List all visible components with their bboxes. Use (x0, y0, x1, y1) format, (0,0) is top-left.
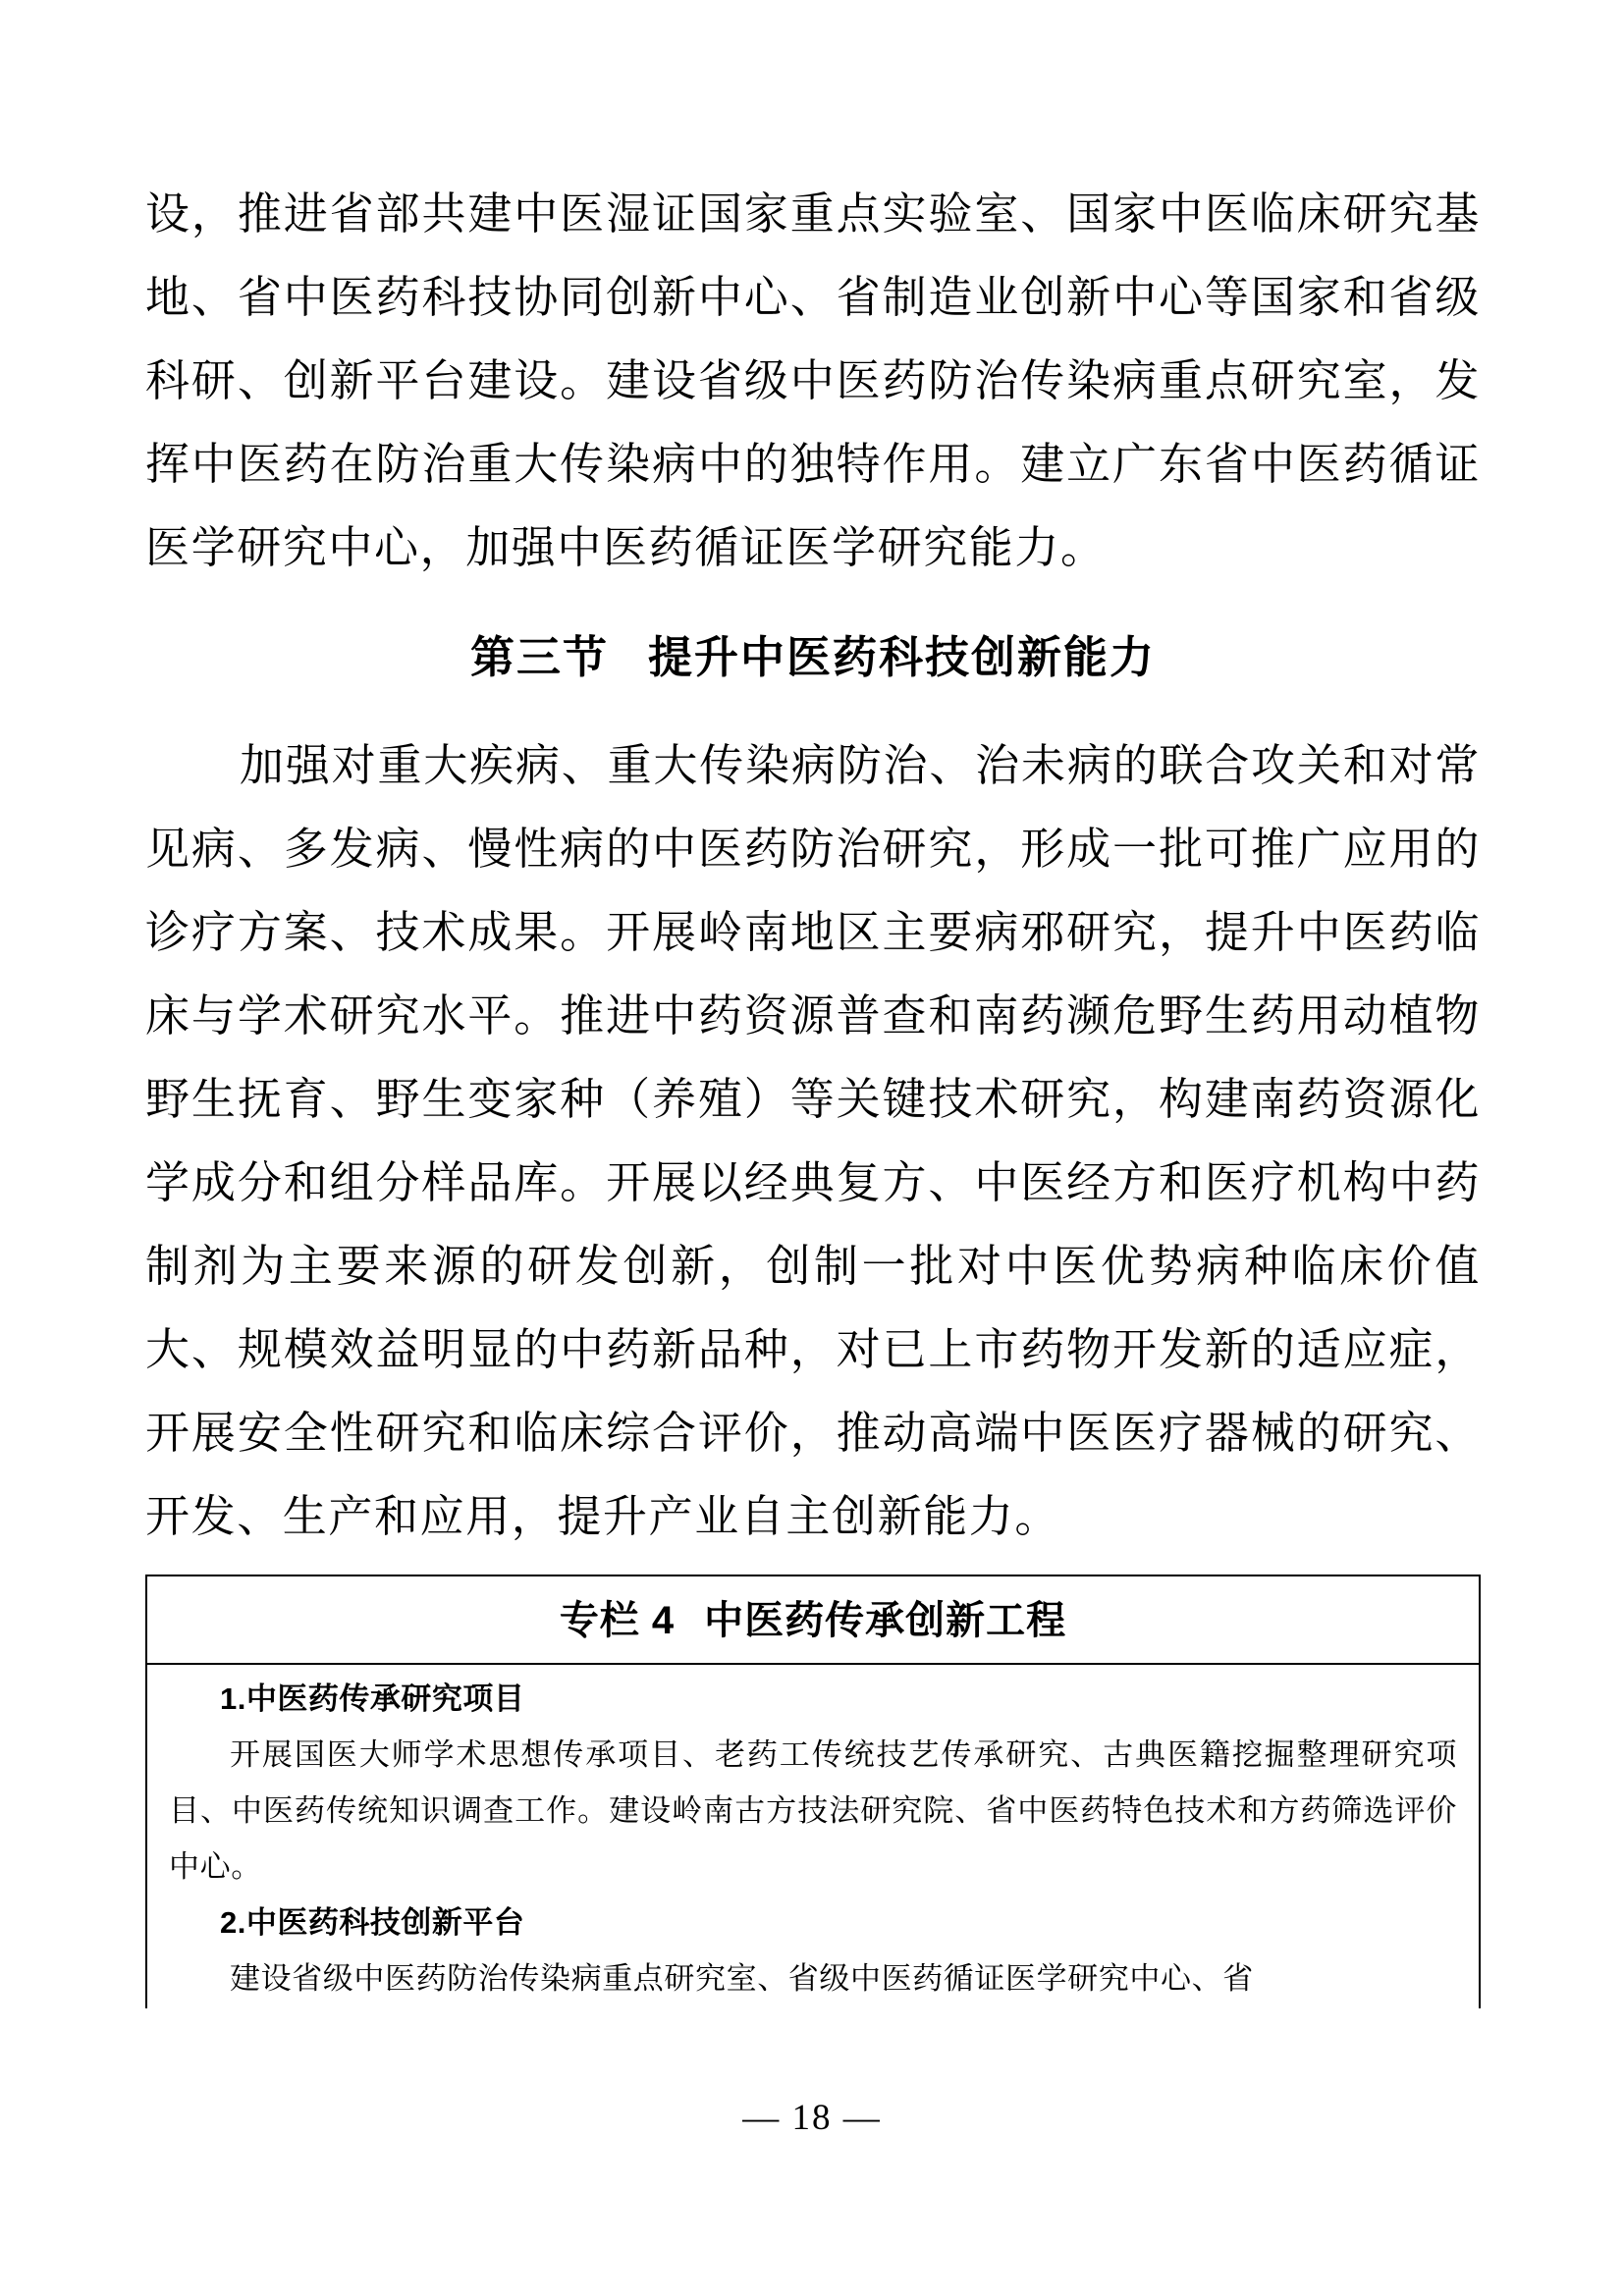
callout-title-label: 专栏 4 (559, 1599, 676, 1642)
callout-box (145, 1575, 1481, 2008)
callout-item-2-heading: 2.中医药科技创新平台 (220, 1905, 525, 1940)
callout-title-name: 中医药传承创新工程 (704, 1599, 1067, 1642)
section-heading-title: 提升中医药科技创新能力 (648, 632, 1157, 682)
section-heading-number: 第三节 (469, 632, 609, 682)
callout-item-2-text: 建设省级中医药防治传染病重点研究室、省级中医药循证医学研究中心、省 (230, 1961, 1254, 1996)
callout-item-1-text: 开展国医大师学术思想传承项目、老药工传统技艺传承研究、古典医籍挖掘整理研究项目、中医药传统知识调查工作。建设岭南古方技法研究院、省中医药特色技术和方药筛选评价中心。 (169, 1737, 1457, 1884)
body-paragraph-2: 加强对重大疾病、重大传染病防治、治未病的联合攻关和对常见病、多发病、慢性病的中医药防治研究，形成一批可推广应用的诊疗方案、技术成果。开展岭南地区主要病邪研究，提升中医药临床与学术研究水平。推进中药资源普查和南药濒危野生药用动植物野生抚育、野生变家种（养殖）等关键技术研究，构建南药资源化学成分和组分样品库。开展以经典复方、中医经方和医疗机构中药制剂为主要来源的研发创新，创制一批对中医优势病种临床价值大、规模效益明显的中药新品种，对已上市药物开发新的适应症，开展安全性研究和临床综合评价，推动高端中医医疗器械的研究、开发、生产和应用，提升产业自主创新能力。 (145, 741, 1481, 1541)
callout-title (147, 1576, 1479, 1665)
body-paragraph-1: 设，推进省部共建中医湿证国家重点实验室、国家中医临床研究基地、省中医药科技协同创新中心、省制造业创新中心等国家和省级科研、创新平台建设。建设省级中医药防治传染病重点研究室，发挥中医药在防治重大传染病中的独特作用。建立广东省中医药循证医学研究中心，加强中医药循证医学研究能力。 (145, 189, 1481, 572)
callout-item-1-heading: 1.中医药传承研究项目 (220, 1682, 525, 1716)
callout-body (147, 1665, 1479, 2008)
section-heading (145, 615, 1481, 699)
page-content (145, 173, 1481, 2008)
page-number: — 18 — (742, 2098, 882, 2138)
